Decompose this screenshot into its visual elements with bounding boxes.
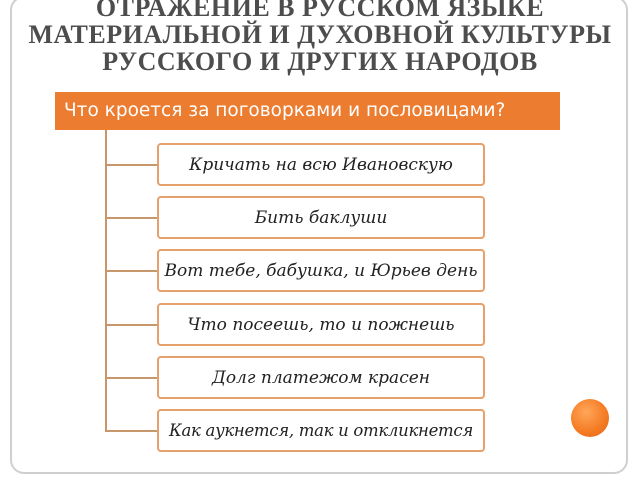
saying-box [157,143,485,186]
title-line-3: РУССКОГО И ДРУГИХ НАРОДОВ [102,47,538,76]
root-question-label: Что кроется за поговорками и пословицами? [64,100,506,121]
saying-box [157,249,485,292]
connector-branch [105,164,157,166]
title-line-1: ОТРАЖЕНИЕ В РУССКОМ ЯЗЫКЕ [95,0,545,22]
connector-trunk [105,130,107,431]
saying-text: Бить баклуши [254,207,388,228]
saying-text: Как аукнется, так и откликнется [169,421,473,440]
title-line-2: МАТЕРИАЛЬНОЙ И ДУХОВНОЙ КУЛЬТУРЫ [28,20,612,49]
saying-box [157,196,485,239]
saying-text: Что посеешь, то и пожнешь [187,314,455,335]
saying-text: Кричать на всю Ивановскую [189,154,453,175]
saying-text: Вот тебе, бабушка, и Юрьев день [164,260,478,281]
connector-branch [105,217,157,219]
saying-box [157,356,485,399]
connector-branch [105,270,157,272]
slide-title [0,0,640,75]
connector-branch [105,430,157,432]
decorative-orange-circle [571,399,609,437]
saying-text: Долг платежом красен [212,367,430,388]
connector-branch [105,324,157,326]
saying-box [157,303,485,346]
connector-branch [105,377,157,379]
root-question-box [55,92,560,130]
saying-box [157,409,485,452]
